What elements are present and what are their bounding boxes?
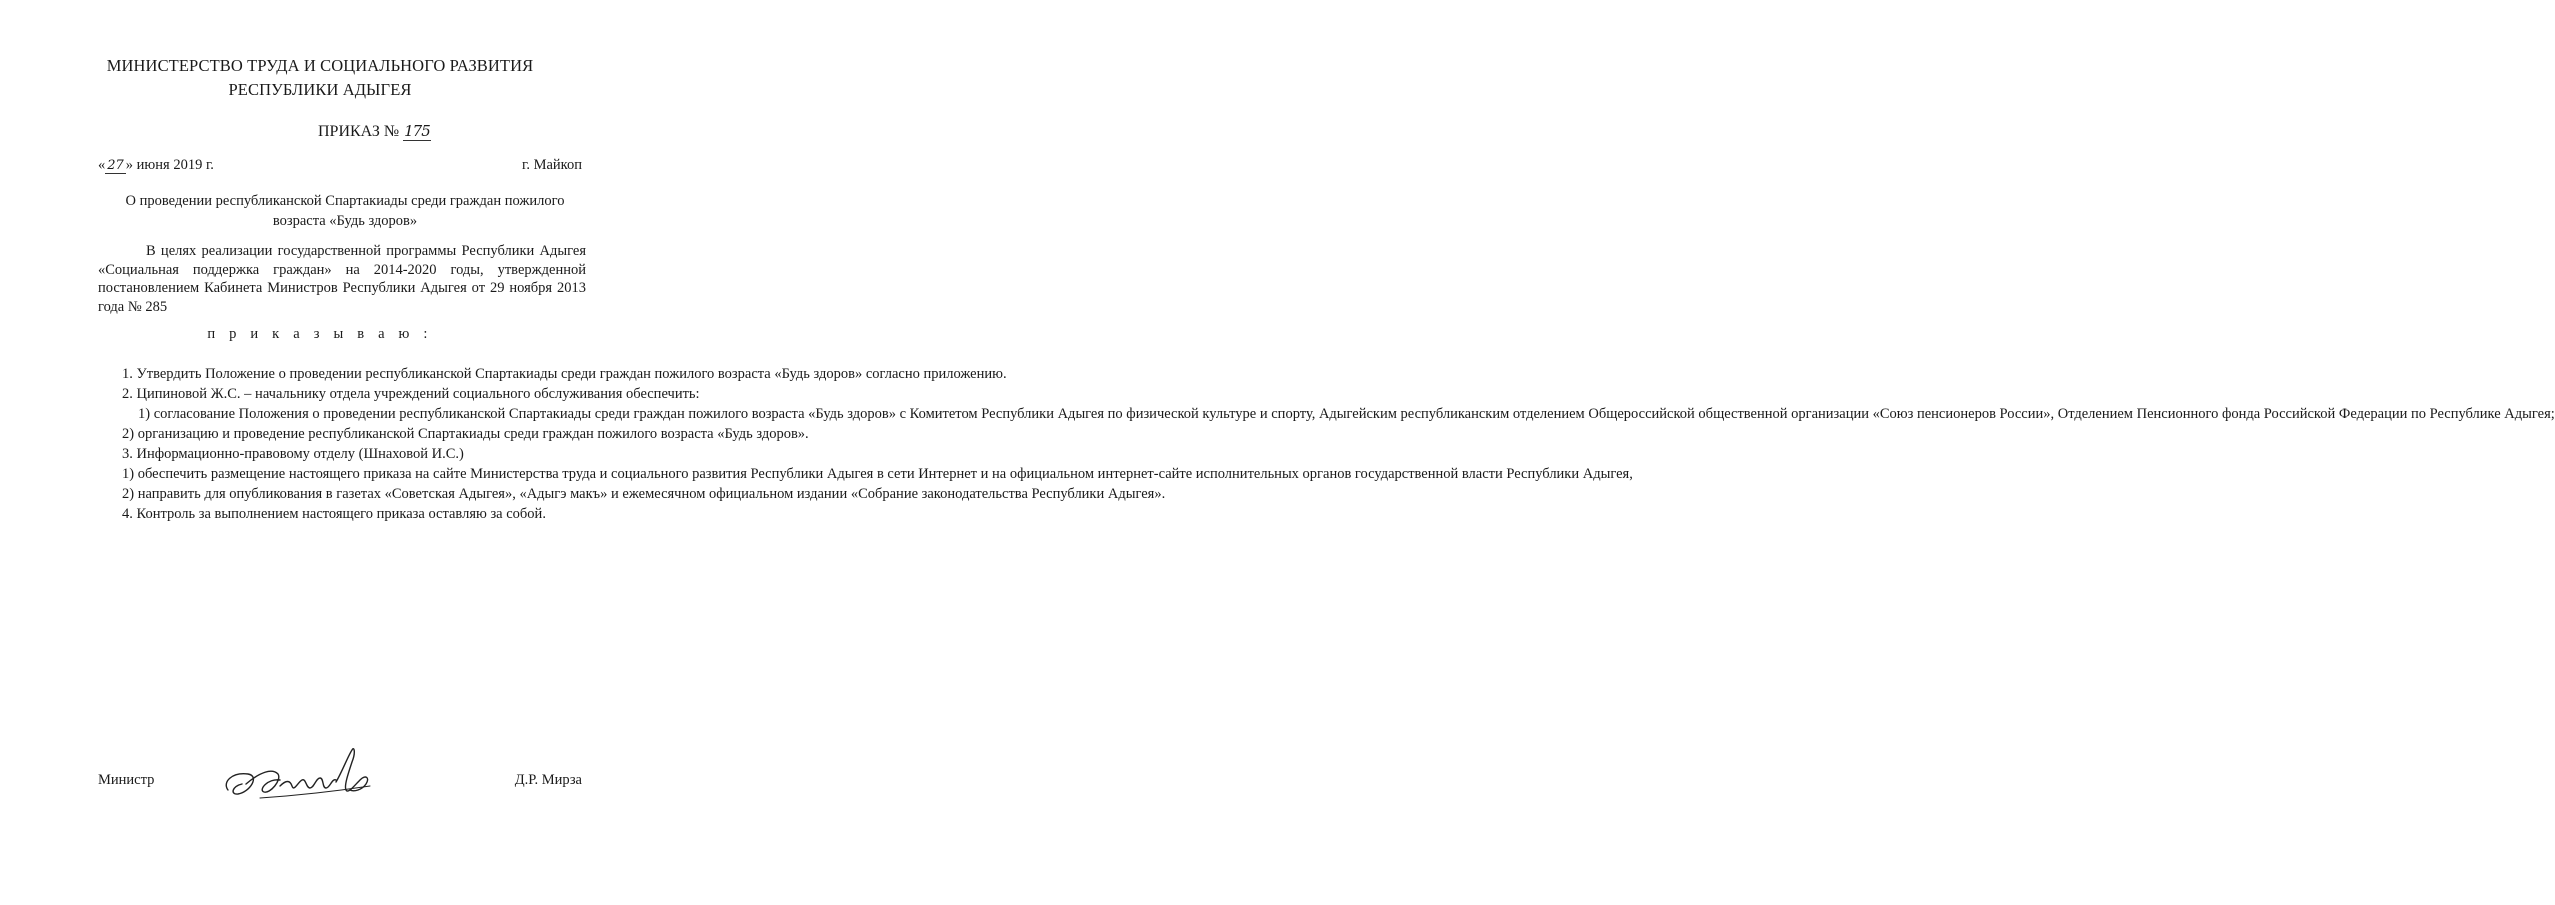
date-day: 27	[107, 158, 124, 173]
ministry-title-line1: МИНИСТЕРСТВО ТРУДА И СОЦИАЛЬНОГО РАЗВИТИЯ	[106, 56, 534, 75]
order-heading	[318, 122, 431, 141]
ministry-title-line2: РЕСПУБЛИКИ АДЫГЕЯ	[228, 80, 412, 99]
date-month-year: июня 2019 г.	[136, 157, 214, 173]
paragraph-4: 4. Контроль за выполнением настоящего приказа оставляю за собой.	[122, 506, 546, 522]
date-close-quote: »	[125, 157, 134, 173]
date-open-quote: «	[98, 157, 106, 173]
paragraph-3-item-1: 1) обеспечить размещение настоящего приказа на сайте Министерства труда и социального развития Республики Адыгея в сети Интернет и на официальном интернет-сайте исполнительных органов государственной власти Республики Адыгея,	[122, 466, 1633, 482]
order-label: ПРИКАЗ №	[318, 123, 400, 140]
paragraph-3-item-2: 2) направить для опубликования в газетах «Советская Адыгея», «Адыгэ макъ» и ежемесячном официальном издании «Собрание законодательства Республики Адыгея».	[122, 486, 1166, 502]
handwritten-signature	[220, 742, 390, 812]
order-body	[98, 365, 2555, 525]
order-subject: О проведении республиканской Спартакиады среди граждан пожилого возраста «Будь здоров»	[125, 193, 565, 229]
signatory-position: Министр	[98, 772, 155, 788]
preamble-paragraph: В целях реализации государственной программы Республики Адыгея «Социальная поддержка граждан» на 2014-2020 годы, утвержденной постановлением Кабинета Министров Республики Адыгея от 29 ноября 2013 года № 285	[98, 243, 586, 315]
signatory-name: Д.Р. Мирза	[514, 772, 582, 788]
paragraph-1: 1. Утвердить Положение о проведении республиканской Спартакиады среди граждан пожилого возраста «Будь здоров» согласно приложению.	[122, 366, 1007, 382]
paragraph-2: 2. Ципиновой Ж.С. – начальнику отдела учреждений социального обслуживания обеспечить:	[122, 386, 700, 402]
paragraph-3: 3. Информационно-правовому отделу (Шнаховой И.С.)	[122, 446, 464, 462]
order-date	[98, 157, 214, 174]
paragraph-2-item-2: 2) организацию и проведение республиканской Спартакиады среди граждан пожилого возраста «Будь здоров».	[122, 426, 809, 442]
paragraph-2-item-1: 1) согласование Положения о проведении республиканской Спартакиады среди граждан пожилого возраста «Будь здоров» с Комитетом Республики Адыгея по физической культуре и спорту, Адыгейским республиканским отделением Общероссийской общественной организации «Союз пенсионеров России», Отделением Пенсионного фонда Российской Федерации по Республике Адыгея;	[138, 406, 2555, 422]
decree-word: п р и к а з ы в а ю :	[207, 326, 433, 342]
order-city: г. Майкоп	[522, 157, 582, 173]
order-number: 175	[404, 122, 430, 140]
